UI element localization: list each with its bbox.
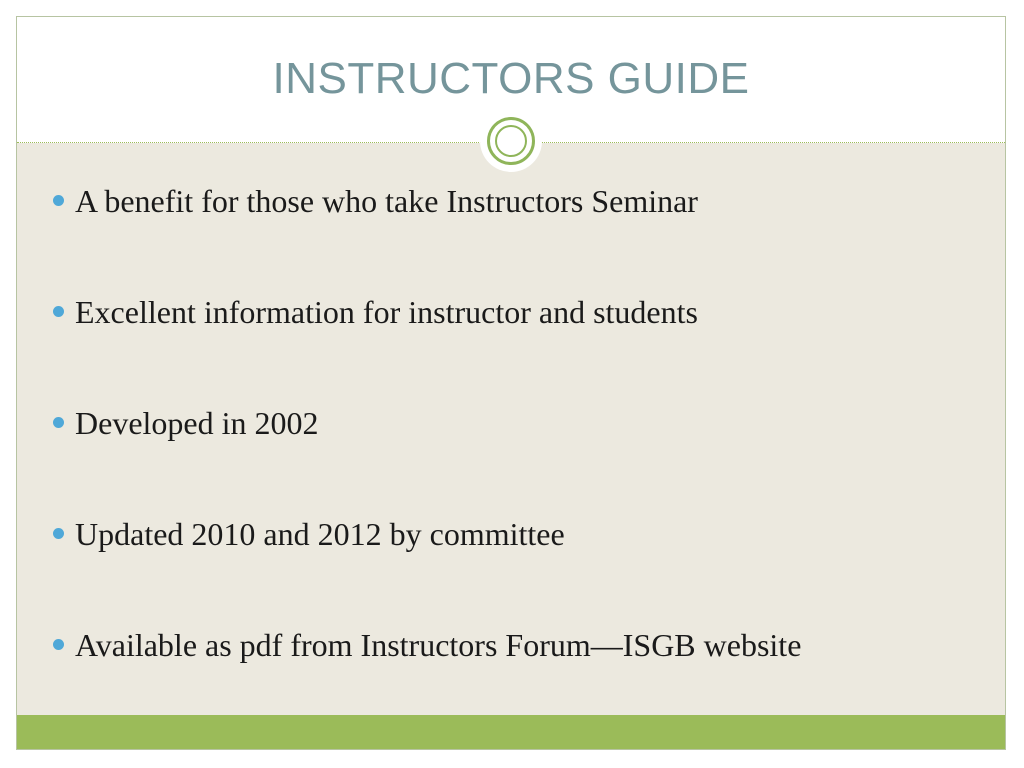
slide bbox=[16, 16, 1006, 750]
bullet-text: Excellent information for instructor and students bbox=[75, 294, 698, 330]
bullet-item bbox=[53, 512, 801, 623]
bullet-text: Updated 2010 and 2012 by committee bbox=[75, 516, 565, 552]
bullet-dot-icon bbox=[53, 528, 64, 539]
ornament-inner-ring bbox=[495, 125, 527, 157]
bullet-text: Available as pdf from Instructors Forum—ISGB website bbox=[75, 627, 802, 663]
footer-bar bbox=[17, 715, 1005, 749]
bullet-list bbox=[53, 179, 801, 734]
bullet-text: Developed in 2002 bbox=[75, 405, 319, 441]
bullet-dot-icon bbox=[53, 195, 64, 206]
double-ring-circle-icon bbox=[487, 117, 535, 165]
bullet-item bbox=[53, 179, 801, 290]
bullet-dot-icon bbox=[53, 417, 64, 428]
bullet-dot-icon bbox=[53, 306, 64, 317]
bullet-item bbox=[53, 290, 801, 401]
slide-title: INSTRUCTORS GUIDE bbox=[272, 54, 750, 103]
bullet-item bbox=[53, 401, 801, 512]
bullet-dot-icon bbox=[53, 639, 64, 650]
bullet-text: A benefit for those who take Instructors Seminar bbox=[75, 183, 698, 219]
